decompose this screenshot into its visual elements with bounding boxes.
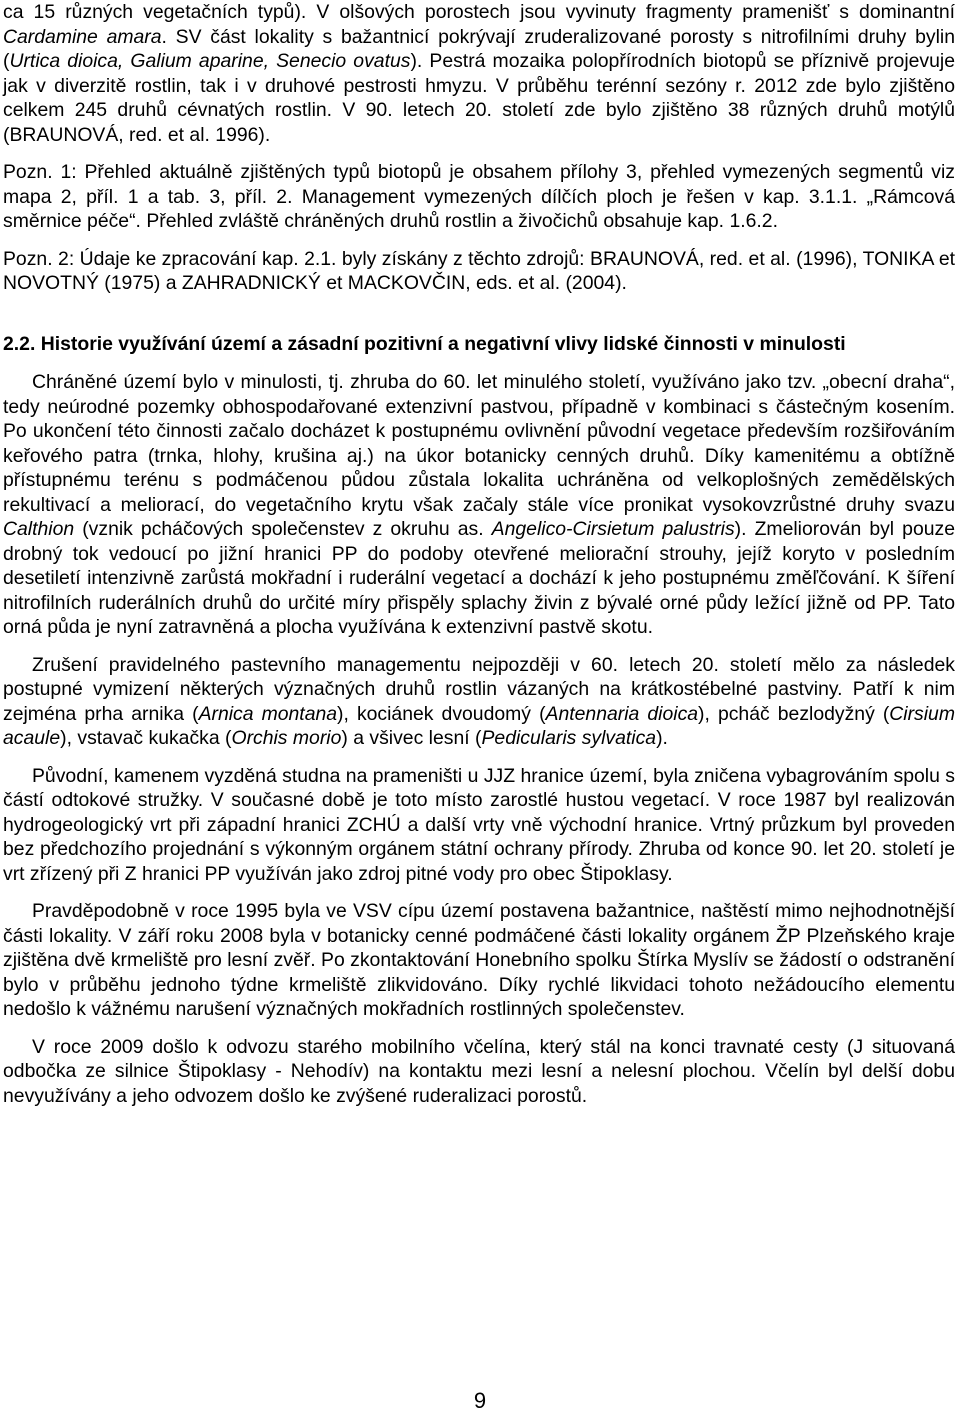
text-run: Zrušení pravidelného pastevního managementu nejpozději v 60. letech 20. století mělo za následek postupné vymizení některých význačných druhů rostlin vázaných na krátkostébelné pastviny. Patří k nim zejména prha arnika ( bbox=[3, 653, 955, 725]
text-run: Pozn. 1: Přehled aktuálně zjištěných typů biotopů je obsahem přílohy 3, přehled vymezených segmentů viz mapa 2, příl. 1 a tab. 3, příl. 2. Management vymezených dílčích ploch je řešen v kap. 3.1.1. „Rámcová směrnice péče“. Přehled zvláště chráněných druhů rostlin a živočichů obsahuje kap. 1.6.2. bbox=[3, 161, 955, 232]
text-run: ca 15 různých vegetačních typů). V olšových porostech jsou vyvinuty fragmenty pramenišť s dominantní bbox=[3, 1, 955, 23]
italic-text: Urtica dioica, Galium aparine, Senecio ovatus bbox=[9, 50, 411, 72]
note-1 bbox=[3, 160, 955, 234]
italic-text: Pedicularis sylvatica bbox=[481, 727, 657, 749]
text-run: ), pcháč bezlodyžný ( bbox=[698, 702, 890, 725]
page-number: 9 bbox=[473, 1388, 487, 1413]
text-run: Pozn. 2: Údaje ke zpracování kap. 2.1. byly získány z těchto zdrojů: BRAUNOVÁ, red. et al. (1996), TONIKA et NOVOTNÝ (1975) a ZAHRADNICKÝ et MACKOVČIN, eds. et al. (2004). bbox=[3, 247, 955, 294]
paragraph-vegetation bbox=[3, 0, 955, 147]
section-heading: 2.2. Historie využívání území a zásadní pozitivní a negativní vlivy lidské činnosti v minulosti bbox=[3, 332, 846, 355]
text-run: . SV část lokality s bažantnicí pokrývají zruderalizované porosty s nitrofilními druhy bylin ( bbox=[3, 25, 955, 72]
italic-text: Arnica montana bbox=[198, 702, 338, 725]
text-run: ), kociánek dvoudomý ( bbox=[337, 702, 546, 725]
document-page bbox=[3, 0, 955, 1108]
italic-text: Calthion bbox=[3, 518, 75, 540]
text-run: ). Pestrá mozaika polopřírodních biotopů se příznivě projevuje jak v diverzitě rostlin, tak i v druhové pestrosti hmyzu. V průběhu terénní sezóny r. 2012 zde bylo zjištěno celkem 245 druhů cévnatých rostlin. V 90. letech 20. století zde bylo zjištěno 38 různých druhů motýlů (BRAUNOVÁ, red. et al. 1996). bbox=[3, 50, 955, 146]
text-run: (vznik pcháčových společenstev z okruhu as. bbox=[74, 518, 492, 540]
paragraph-apiary bbox=[3, 1035, 955, 1109]
text-run: V roce 2009 došlo k odvozu starého mobilního včelína, který stál na konci travnaté cesty (J situovaná odbočka ze silnice Štipoklasy - Nehodív) na kontaktu mezi lesní a nelesní plochou. Včelín byl delší dobu nevyužívány a jeho odvozem došlo ke zvýšené ruderalizaci porostů. bbox=[3, 1035, 955, 1107]
text-run: Chráněné území bylo v minulosti, tj. zhruba do 60. let minulého století, využíváno jako tzv. „obecní draha“, tedy neúrodné pozemky obhospodařované extenzivní pastvou, případně v kombinaci s částečným kosením. Po ukončení této činnosti začalo docházet k postupnému ovlivnění původní vegetace především rozšiřováním keřového patra (trnka, hlohy, krušina aj.) na úkor botanicky cenných druhů. Díky kamenitému a obtížně přístupnému terénu s podmáčenou půdou zůstala lokalita uchráněna od velkoplošných zemědělských rekultivací a meliorací, do vegetačního krytu však začaly stále více pronikat vysokovzrůstné druhy svazu bbox=[3, 371, 955, 516]
text-run: ). Zmeliorován byl pouze drobný tok vedoucí po jižní hranici PP do podoby otevřené meliorační strouhy, jejíž koryto v posledním desetiletí intenzivně zarůstá mokřadní i ruderální vegetací a dochází k jeho postupnému změľčování. K šíření nitrofilních ruderálních druhů do určité míry přispěly splachy živin z bývalé orné půdy ležící jižně od PP. Tato orná půda je nyní zatravněná a plocha využívána k extenzivní pastvě skotu. bbox=[3, 518, 956, 638]
italic-text: Cardamine amara bbox=[3, 25, 162, 48]
italic-text: Cirsium acaule bbox=[3, 702, 955, 749]
paragraph-grazing bbox=[3, 653, 955, 751]
paragraph-well bbox=[3, 764, 955, 887]
italic-text: Orchis morio bbox=[231, 727, 342, 749]
text-run: ). bbox=[656, 727, 668, 749]
text-run: ), vstavač kukačka ( bbox=[60, 727, 232, 749]
text-run: Pravděpodobně v roce 1995 byla ve VSV cípu území postavena bažantnice, naštěstí mimo nejhodnotnější části lokality. V září roku 2008 byla v botanicky cenné podmáčené části lokality orgánem ŽP Plzeňského kraje zjištěna dvě krmeliště pro lesní zvěř. Po zkontaktování Honebního spolku Štírka Myslív se žádostí o odstranění bylo v průběhu jednoho týdne krmeliště zlikvidováno. Díky rychlé likvidaci tohoto nežádoucího elementu nedošlo k vážnému narušení význačných mokřadních rostlinných společenstev. bbox=[3, 900, 955, 1020]
paragraph-pheasantry bbox=[3, 899, 955, 1022]
text-run: ) a všivec lesní ( bbox=[341, 727, 482, 749]
note-2 bbox=[3, 247, 955, 296]
text-run: Původní, kamenem vyzděná studna na prameništi u JJZ hranice území, byla zničena vybagrováním spolu s částí odtokové stružky. V současné době je toto místo zarostlé hustou vegetací. V roce 1987 byl realizován hydrogeologický vrt při západní hranici ZCHÚ a další vrty vně východní hranice. Vrtný průzkum byl proveden bez předchozího projednání s výkonným orgánem státní ochrany přírody. Zhruba od konce 90. let 20. století je vrt zřízený při Z hranici PP využíván jako zdroj pitné vody pro obec Štipoklasy. bbox=[3, 764, 955, 885]
italic-text: Angelico-Cirsietum palustris bbox=[491, 518, 735, 540]
italic-text: Antennaria dioica bbox=[545, 702, 699, 725]
paragraph-history bbox=[3, 370, 955, 640]
